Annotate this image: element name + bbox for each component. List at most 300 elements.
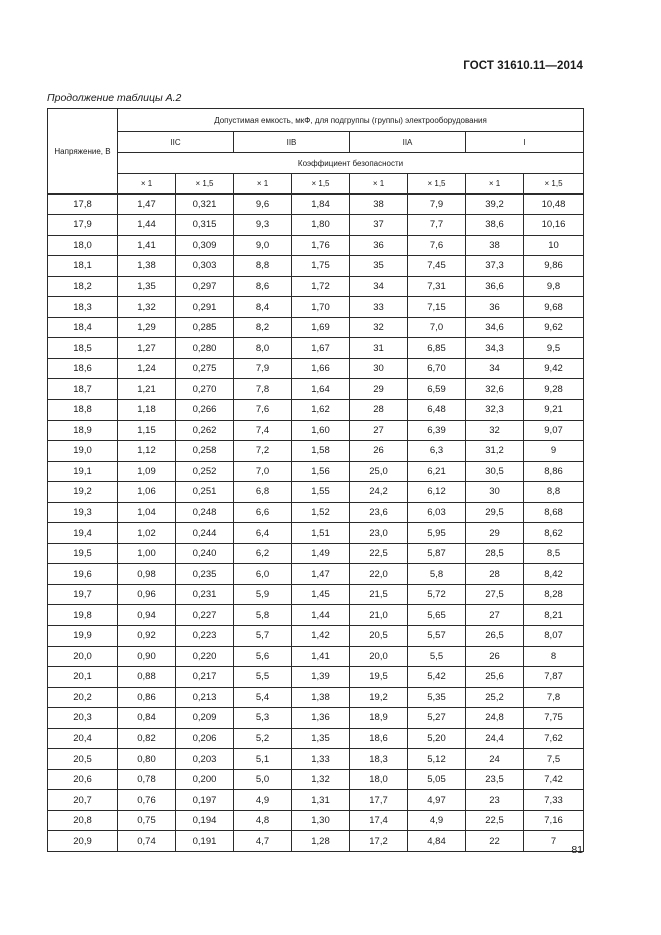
voltage-cell: 20,6 — [48, 769, 118, 790]
capacitance-cell: 0,200 — [176, 769, 234, 790]
capacitance-cell: 1,44 — [118, 215, 176, 236]
table-row — [48, 276, 584, 297]
capacitance-cell: 1,67 — [292, 338, 350, 359]
capacitance-cell: 0,88 — [118, 667, 176, 688]
capacitance-cell: 21,5 — [350, 584, 408, 605]
capacitance-cell: 18,6 — [350, 728, 408, 749]
capacitance-cell: 0,90 — [118, 646, 176, 667]
capacitance-cell: 6,39 — [408, 420, 466, 441]
voltage-cell: 20,3 — [48, 708, 118, 729]
capacitance-cell: 1,76 — [292, 235, 350, 256]
capacitance-cell: 0,75 — [118, 810, 176, 831]
capacitance-cell: 7,31 — [408, 276, 466, 297]
capacitance-cell: 0,206 — [176, 728, 234, 749]
capacitance-cell: 0,217 — [176, 667, 234, 688]
voltage-cell: 20,7 — [48, 790, 118, 811]
capacitance-cell: 5,65 — [408, 605, 466, 626]
capacitance-cell: 8,42 — [524, 564, 584, 585]
voltage-cell: 17,9 — [48, 215, 118, 236]
capacitance-cell: 1,35 — [118, 276, 176, 297]
table-caption: Продолжение таблицы А.2 — [47, 92, 182, 104]
capacitance-cell: 1,70 — [292, 297, 350, 318]
capacitance-cell: 0,303 — [176, 256, 234, 277]
capacitance-cell: 7,7 — [408, 215, 466, 236]
voltage-cell: 18,2 — [48, 276, 118, 297]
table-row — [48, 399, 584, 420]
table-body — [48, 194, 584, 852]
capacitance-cell: 28,5 — [466, 543, 524, 564]
capacitance-cell: 17,2 — [350, 831, 408, 852]
capacitance-cell: 7,75 — [524, 708, 584, 729]
capacitance-cell: 0,191 — [176, 831, 234, 852]
capacitance-cell: 4,9 — [234, 790, 292, 811]
capacitance-cell: 6,2 — [234, 543, 292, 564]
capacitance-cell: 6,03 — [408, 502, 466, 523]
capacitance-cell: 6,59 — [408, 379, 466, 400]
capacitance-cell: 24,8 — [466, 708, 524, 729]
table-row — [48, 543, 584, 564]
capacitance-cell: 10 — [524, 235, 584, 256]
capacitance-cell: 6,3 — [408, 441, 466, 462]
capacitance-cell: 5,5 — [408, 646, 466, 667]
capacitance-cell: 0,78 — [118, 769, 176, 790]
capacitance-cell: 38,6 — [466, 215, 524, 236]
capacitance-cell: 9,28 — [524, 379, 584, 400]
capacitance-cell: 1,52 — [292, 502, 350, 523]
capacitance-cell: 0,80 — [118, 749, 176, 770]
capacitance-cell: 9,0 — [234, 235, 292, 256]
capacitance-cell: 18,3 — [350, 749, 408, 770]
voltage-cell: 19,5 — [48, 543, 118, 564]
capacitance-cell: 7,5 — [524, 749, 584, 770]
capacitance-cell: 7,0 — [408, 317, 466, 338]
capacitance-cell: 8,28 — [524, 584, 584, 605]
capacitance-cell: 9 — [524, 441, 584, 462]
voltage-cell: 18,4 — [48, 317, 118, 338]
capacitance-cell: 4,9 — [408, 810, 466, 831]
capacitance-cell: 27 — [466, 605, 524, 626]
document-code: ГОСТ 31610.11—2014 — [463, 60, 583, 72]
capacitance-cell: 1,38 — [292, 687, 350, 708]
capacitance-cell: 7,62 — [524, 728, 584, 749]
capacitance-cell: 1,62 — [292, 399, 350, 420]
capacitance-cell: 6,4 — [234, 523, 292, 544]
capacitance-cell: 22,5 — [350, 543, 408, 564]
capacitance-cell: 9,8 — [524, 276, 584, 297]
capacitance-cell: 0,297 — [176, 276, 234, 297]
capacitance-cell: 4,7 — [234, 831, 292, 852]
capacitance-cell: 37 — [350, 215, 408, 236]
factor-header: × 1,5 — [524, 174, 584, 195]
capacitance-cell: 8,0 — [234, 338, 292, 359]
capacitance-cell: 36,6 — [466, 276, 524, 297]
table-row — [48, 482, 584, 503]
capacitance-cell: 0,84 — [118, 708, 176, 729]
table-row — [48, 625, 584, 646]
capacitance-cell: 1,55 — [292, 482, 350, 503]
capacitance-cell: 8,6 — [234, 276, 292, 297]
capacitance-cell: 24 — [466, 749, 524, 770]
capacitance-cell: 38 — [350, 194, 408, 215]
capacitance-cell: 0,98 — [118, 564, 176, 585]
capacitance-cell: 1,18 — [118, 399, 176, 420]
capacitance-cell: 8,21 — [524, 605, 584, 626]
capacitance-cell: 1,66 — [292, 358, 350, 379]
capacitance-cell: 7,2 — [234, 441, 292, 462]
table-row — [48, 358, 584, 379]
capacitance-cell: 9,86 — [524, 256, 584, 277]
capacitance-cell: 0,262 — [176, 420, 234, 441]
capacitance-cell: 0,209 — [176, 708, 234, 729]
capacitance-cell: 28 — [466, 564, 524, 585]
voltage-cell: 18,5 — [48, 338, 118, 359]
voltage-cell: 20,1 — [48, 667, 118, 688]
capacitance-cell: 23,6 — [350, 502, 408, 523]
capacitance-cell: 26,5 — [466, 625, 524, 646]
capacitance-cell: 1,21 — [118, 379, 176, 400]
capacitance-cell: 25,0 — [350, 461, 408, 482]
voltage-cell: 18,8 — [48, 399, 118, 420]
table-row — [48, 256, 584, 277]
factor-header: × 1 — [350, 174, 408, 195]
capacitance-cell: 0,309 — [176, 235, 234, 256]
capacitance-cell: 32 — [466, 420, 524, 441]
capacitance-cell: 5,8 — [408, 564, 466, 585]
capacitance-cell: 1,29 — [118, 317, 176, 338]
capacitance-cell: 1,80 — [292, 215, 350, 236]
capacitance-cell: 0,220 — [176, 646, 234, 667]
group-header-iia: IIA — [350, 132, 466, 153]
capacitance-cell: 1,35 — [292, 728, 350, 749]
capacitance-cell: 20,5 — [350, 625, 408, 646]
capacitance-cell: 34 — [350, 276, 408, 297]
capacitance-cell: 32 — [350, 317, 408, 338]
voltage-cell: 19,7 — [48, 584, 118, 605]
table-row — [48, 420, 584, 441]
capacitance-cell: 23 — [466, 790, 524, 811]
capacitance-cell: 0,315 — [176, 215, 234, 236]
voltage-cell: 18,1 — [48, 256, 118, 277]
capacitance-cell: 0,197 — [176, 790, 234, 811]
capacitance-cell: 1,58 — [292, 441, 350, 462]
voltage-cell: 18,7 — [48, 379, 118, 400]
capacitance-cell: 27,5 — [466, 584, 524, 605]
capacitance-cell: 5,5 — [234, 667, 292, 688]
capacitance-cell: 5,72 — [408, 584, 466, 605]
table-row — [48, 605, 584, 626]
capacitance-cell: 10,16 — [524, 215, 584, 236]
capacitance-cell: 0,92 — [118, 625, 176, 646]
capacitance-cell: 1,45 — [292, 584, 350, 605]
capacitance-cell: 5,1 — [234, 749, 292, 770]
capacitance-cell: 0,213 — [176, 687, 234, 708]
capacitance-cell: 7,87 — [524, 667, 584, 688]
capacitance-cell: 0,270 — [176, 379, 234, 400]
capacitance-cell: 7,4 — [234, 420, 292, 441]
capacitance-cell: 1,28 — [292, 831, 350, 852]
voltage-cell: 20,2 — [48, 687, 118, 708]
capacitance-cell: 30 — [350, 358, 408, 379]
voltage-cell: 19,2 — [48, 482, 118, 503]
capacitance-cell: 1,72 — [292, 276, 350, 297]
voltage-cell: 19,6 — [48, 564, 118, 585]
capacitance-cell: 1,36 — [292, 708, 350, 729]
table-row — [48, 810, 584, 831]
capacitance-cell: 4,84 — [408, 831, 466, 852]
capacitance-cell: 10,48 — [524, 194, 584, 215]
table-row — [48, 769, 584, 790]
capacitance-cell: 1,41 — [118, 235, 176, 256]
capacitance-cell: 32,6 — [466, 379, 524, 400]
voltage-cell: 20,9 — [48, 831, 118, 852]
capacitance-cell: 31,2 — [466, 441, 524, 462]
capacitance-cell: 1,33 — [292, 749, 350, 770]
table-row — [48, 708, 584, 729]
table-row — [48, 194, 584, 215]
capacitance-cell: 8,68 — [524, 502, 584, 523]
group-header-i: I — [466, 132, 584, 153]
capacitance-cell: 22,0 — [350, 564, 408, 585]
capacitance-cell: 1,24 — [118, 358, 176, 379]
factor-header: × 1,5 — [408, 174, 466, 195]
voltage-cell: 18,6 — [48, 358, 118, 379]
capacitance-cell: 0,321 — [176, 194, 234, 215]
capacitance-cell: 8,2 — [234, 317, 292, 338]
capacitance-cell: 6,12 — [408, 482, 466, 503]
capacitance-cell: 5,20 — [408, 728, 466, 749]
capacitance-cell: 0,266 — [176, 399, 234, 420]
table-row — [48, 235, 584, 256]
capacitance-cell: 0,240 — [176, 543, 234, 564]
capacitance-cell: 0,275 — [176, 358, 234, 379]
voltage-cell: 18,0 — [48, 235, 118, 256]
capacitance-cell: 0,96 — [118, 584, 176, 605]
capacitance-cell: 21,0 — [350, 605, 408, 626]
capacitance-cell: 0,203 — [176, 749, 234, 770]
capacitance-cell: 0,82 — [118, 728, 176, 749]
capacitance-cell: 0,244 — [176, 523, 234, 544]
voltage-cell: 19,3 — [48, 502, 118, 523]
capacitance-cell: 4,8 — [234, 810, 292, 831]
capacitance-cell: 0,194 — [176, 810, 234, 831]
capacitance-cell: 7,42 — [524, 769, 584, 790]
capacitance-cell: 17,4 — [350, 810, 408, 831]
voltage-cell: 18,3 — [48, 297, 118, 318]
capacitance-cell: 22,5 — [466, 810, 524, 831]
capacitance-cell: 7,6 — [408, 235, 466, 256]
voltage-cell: 17,8 — [48, 194, 118, 215]
capacitance-cell: 5,4 — [234, 687, 292, 708]
capacitance-cell: 27 — [350, 420, 408, 441]
capacitance-cell: 7,9 — [234, 358, 292, 379]
capacitance-cell: 8,5 — [524, 543, 584, 564]
capacitance-cell: 0,223 — [176, 625, 234, 646]
capacitance-cell: 1,32 — [292, 769, 350, 790]
capacitance-cell: 26 — [466, 646, 524, 667]
capacitance-cell: 9,21 — [524, 399, 584, 420]
capacitance-cell: 0,251 — [176, 482, 234, 503]
capacitance-cell: 0,280 — [176, 338, 234, 359]
capacitance-cell: 7 — [524, 831, 584, 852]
capacitance-cell: 9,6 — [234, 194, 292, 215]
capacitance-cell: 6,48 — [408, 399, 466, 420]
capacitance-cell: 1,32 — [118, 297, 176, 318]
capacitance-cell: 24,4 — [466, 728, 524, 749]
capacitance-cell: 0,258 — [176, 441, 234, 462]
capacitance-cell: 1,75 — [292, 256, 350, 277]
voltage-cell: 20,0 — [48, 646, 118, 667]
voltage-cell: 20,8 — [48, 810, 118, 831]
capacitance-cell: 9,68 — [524, 297, 584, 318]
capacitance-cell: 1,04 — [118, 502, 176, 523]
capacitance-cell: 24,2 — [350, 482, 408, 503]
voltage-cell: 20,4 — [48, 728, 118, 749]
capacitance-cell: 5,8 — [234, 605, 292, 626]
capacitance-table — [47, 108, 584, 852]
capacitance-cell: 0,248 — [176, 502, 234, 523]
table-row — [48, 502, 584, 523]
table-row — [48, 790, 584, 811]
table-row — [48, 297, 584, 318]
capacitance-cell: 7,33 — [524, 790, 584, 811]
capacitance-cell: 1,60 — [292, 420, 350, 441]
capacitance-cell: 7,16 — [524, 810, 584, 831]
voltage-column-header: Напряжение, В — [48, 109, 118, 195]
capacitance-cell: 5,87 — [408, 543, 466, 564]
capacitance-cell: 1,84 — [292, 194, 350, 215]
capacitance-cell: 0,227 — [176, 605, 234, 626]
capacitance-cell: 0,252 — [176, 461, 234, 482]
capacitance-cell: 5,2 — [234, 728, 292, 749]
capacitance-cell: 35 — [350, 256, 408, 277]
capacitance-cell: 33 — [350, 297, 408, 318]
capacitance-cell: 5,0 — [234, 769, 292, 790]
capacitance-cell: 9,3 — [234, 215, 292, 236]
capacitance-cell: 1,47 — [118, 194, 176, 215]
table-row — [48, 317, 584, 338]
capacitance-cell: 1,31 — [292, 790, 350, 811]
factor-header: × 1 — [118, 174, 176, 195]
capacitance-cell: 23,5 — [466, 769, 524, 790]
table-header — [48, 109, 584, 195]
voltage-cell: 20,5 — [48, 749, 118, 770]
table-row — [48, 215, 584, 236]
capacitance-cell: 1,15 — [118, 420, 176, 441]
capacitance-cell: 5,12 — [408, 749, 466, 770]
capacitance-cell: 7,45 — [408, 256, 466, 277]
capacitance-cell: 32,3 — [466, 399, 524, 420]
capacitance-cell: 1,51 — [292, 523, 350, 544]
capacitance-cell: 34,3 — [466, 338, 524, 359]
capacitance-cell: 8,07 — [524, 625, 584, 646]
capacitance-cell: 1,49 — [292, 543, 350, 564]
capacitance-cell: 0,86 — [118, 687, 176, 708]
table-row — [48, 584, 584, 605]
capacitance-cell: 5,6 — [234, 646, 292, 667]
capacitance-cell: 9,62 — [524, 317, 584, 338]
capacitance-cell: 5,35 — [408, 687, 466, 708]
capacitance-cell: 8,8 — [524, 482, 584, 503]
capacitance-cell: 17,7 — [350, 790, 408, 811]
safety-factor-header: Коэффициент безопасности — [118, 153, 584, 174]
capacitance-cell: 29,5 — [466, 502, 524, 523]
capacitance-cell: 29 — [466, 523, 524, 544]
capacitance-cell: 0,291 — [176, 297, 234, 318]
table-row — [48, 646, 584, 667]
factor-header: × 1 — [234, 174, 292, 195]
capacitance-cell: 25,6 — [466, 667, 524, 688]
capacitance-cell: 39,2 — [466, 194, 524, 215]
capacitance-cell: 8 — [524, 646, 584, 667]
table-row — [48, 523, 584, 544]
capacitance-cell: 5,9 — [234, 584, 292, 605]
capacitance-cell: 5,7 — [234, 625, 292, 646]
capacitance-cell: 34,6 — [466, 317, 524, 338]
table-row — [48, 564, 584, 585]
capacitance-cell: 28 — [350, 399, 408, 420]
capacitance-cell: 1,30 — [292, 810, 350, 831]
capacitance-cell: 0,94 — [118, 605, 176, 626]
capacitance-cell: 37,3 — [466, 256, 524, 277]
capacitance-cell: 5,27 — [408, 708, 466, 729]
page-number: 81 — [571, 844, 583, 856]
capacitance-cell: 1,38 — [118, 256, 176, 277]
factor-header: × 1,5 — [292, 174, 350, 195]
capacitance-cell: 5,3 — [234, 708, 292, 729]
capacitance-cell: 18,9 — [350, 708, 408, 729]
table-row — [48, 461, 584, 482]
capacitance-cell: 7,9 — [408, 194, 466, 215]
capacitance-cell: 34 — [466, 358, 524, 379]
capacitance-cell: 1,27 — [118, 338, 176, 359]
capacitance-cell: 36 — [350, 235, 408, 256]
capacitance-cell: 38 — [466, 235, 524, 256]
capacitance-cell: 29 — [350, 379, 408, 400]
capacitance-cell: 4,97 — [408, 790, 466, 811]
capacitance-cell: 0,74 — [118, 831, 176, 852]
capacitance-cell: 6,70 — [408, 358, 466, 379]
capacitance-cell: 1,47 — [292, 564, 350, 585]
capacitance-cell: 8,8 — [234, 256, 292, 277]
capacitance-cell: 8,62 — [524, 523, 584, 544]
capacitance-cell: 1,02 — [118, 523, 176, 544]
capacitance-header: Допустимая емкость, мкФ, для подгруппы (группы) электрооборудования — [118, 109, 584, 132]
capacitance-cell: 1,06 — [118, 482, 176, 503]
voltage-cell: 19,8 — [48, 605, 118, 626]
capacitance-cell: 20,0 — [350, 646, 408, 667]
capacitance-cell: 5,05 — [408, 769, 466, 790]
capacitance-cell: 5,57 — [408, 625, 466, 646]
capacitance-cell: 6,21 — [408, 461, 466, 482]
capacitance-cell: 19,2 — [350, 687, 408, 708]
group-header-iib: IIB — [234, 132, 350, 153]
group-header-iic: IIC — [118, 132, 234, 153]
capacitance-cell: 9,5 — [524, 338, 584, 359]
capacitance-cell: 1,12 — [118, 441, 176, 462]
capacitance-cell: 18,0 — [350, 769, 408, 790]
capacitance-cell: 30,5 — [466, 461, 524, 482]
factor-header: × 1 — [466, 174, 524, 195]
table-row — [48, 667, 584, 688]
capacitance-cell: 1,09 — [118, 461, 176, 482]
voltage-cell: 18,9 — [48, 420, 118, 441]
voltage-cell: 19,4 — [48, 523, 118, 544]
capacitance-cell: 7,8 — [524, 687, 584, 708]
capacitance-cell: 7,0 — [234, 461, 292, 482]
capacitance-cell: 1,64 — [292, 379, 350, 400]
capacitance-cell: 22 — [466, 831, 524, 852]
capacitance-cell: 1,39 — [292, 667, 350, 688]
